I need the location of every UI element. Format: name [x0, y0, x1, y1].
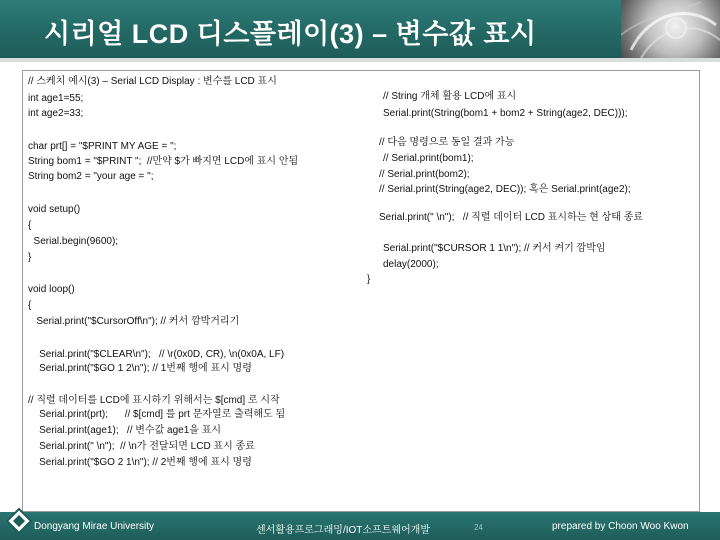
code-line: delay(2000); [383, 259, 439, 270]
code-line: { [28, 220, 32, 231]
code-panel [22, 70, 700, 512]
code-line: { [28, 300, 32, 311]
diamond-icon [6, 508, 32, 534]
code-line: Serial.print("$CURSOR 1 1\n"); // 커서 켜기 깜박임 [383, 243, 606, 254]
code-line: Serial.print("$GO 2 1\n"); // 2번째 행에 표시 명령 [28, 457, 252, 468]
code-line: String bom2 = "your age = "; [28, 171, 154, 182]
code-line: // Serial.print(bom1); [383, 153, 474, 164]
code-line: Serial.print(String(bom1 + bom2 + String(age2, DEC))); [383, 108, 628, 119]
code-line: void setup() [28, 204, 81, 215]
title-underline [0, 58, 720, 62]
title-bar [0, 0, 720, 58]
code-line: Serial.print(" \n"); // 직렬 데이터 LCD 표시하는 현 상태 종료 [379, 212, 644, 223]
code-line: Serial.print("$GO 1 2\n"); // 1번째 행에 표시 명령 [28, 363, 252, 374]
code-line: Serial.print(" \n"); // \n가 전달되면 LCD 표시 종료 [28, 441, 255, 452]
code-line: // 다음 명령으로 동일 결과 가능 [379, 137, 515, 148]
code-line: } [367, 274, 371, 285]
code-line: // 스케치 예시(3) – Serial LCD Display : 변수를 LCD 표시 [28, 76, 277, 87]
decorative-logo-graphic [621, 0, 720, 58]
code-line: } [28, 252, 32, 263]
code-line: Serial.print(age1); // 변수값 age1을 표시 [28, 425, 222, 436]
code-line: // Serial.print(String(age2, DEC)); 혹은 Serial.print(age2); [379, 184, 631, 195]
slide-title: 시리얼 LCD 디스플레이(3) – 변수값 표시 [44, 19, 537, 49]
code-line: void loop() [28, 284, 75, 295]
footer-page-number: 24 [474, 523, 483, 532]
code-line: Serial.print(prt); // $[cmd] 를 prt 문자열로 출력해도 됨 [28, 409, 286, 420]
code-line: int age2=33; [28, 108, 84, 119]
code-line: // 직렬 데이터를 LCD에 표시하기 위해서는 $[cmd] 로 시작 [28, 395, 280, 406]
code-line: Serial.print("$CursorOff\n"); // 커서 깜박거리기 [28, 316, 240, 327]
code-line: // Serial.print(bom2); [379, 169, 470, 180]
code-line: Serial.print("$CLEAR\n"); // \r(0x0D, CR), \n(0x0A, LF) [28, 349, 285, 360]
footer-author: prepared by Choon Woo Kwon [552, 521, 689, 532]
code-line: // String 개체 활용 LCD에 표시 [383, 91, 517, 102]
footer-bar [0, 512, 720, 540]
code-line: Serial.begin(9600); [28, 236, 119, 247]
swirl-icon [621, 0, 720, 58]
footer-course: 센서활용프로그래밍/IOT소프트웨어개발 [256, 525, 431, 536]
code-line: String bom1 = "$PRINT "; //만약 $가 빠지면 LCD에 표시 안됨 [28, 156, 299, 167]
code-line: char prt[] = "$PRINT MY AGE = "; [28, 141, 177, 152]
footer-university: Dongyang Mirae University [34, 521, 155, 532]
code-line: int age1=55; [28, 93, 84, 104]
